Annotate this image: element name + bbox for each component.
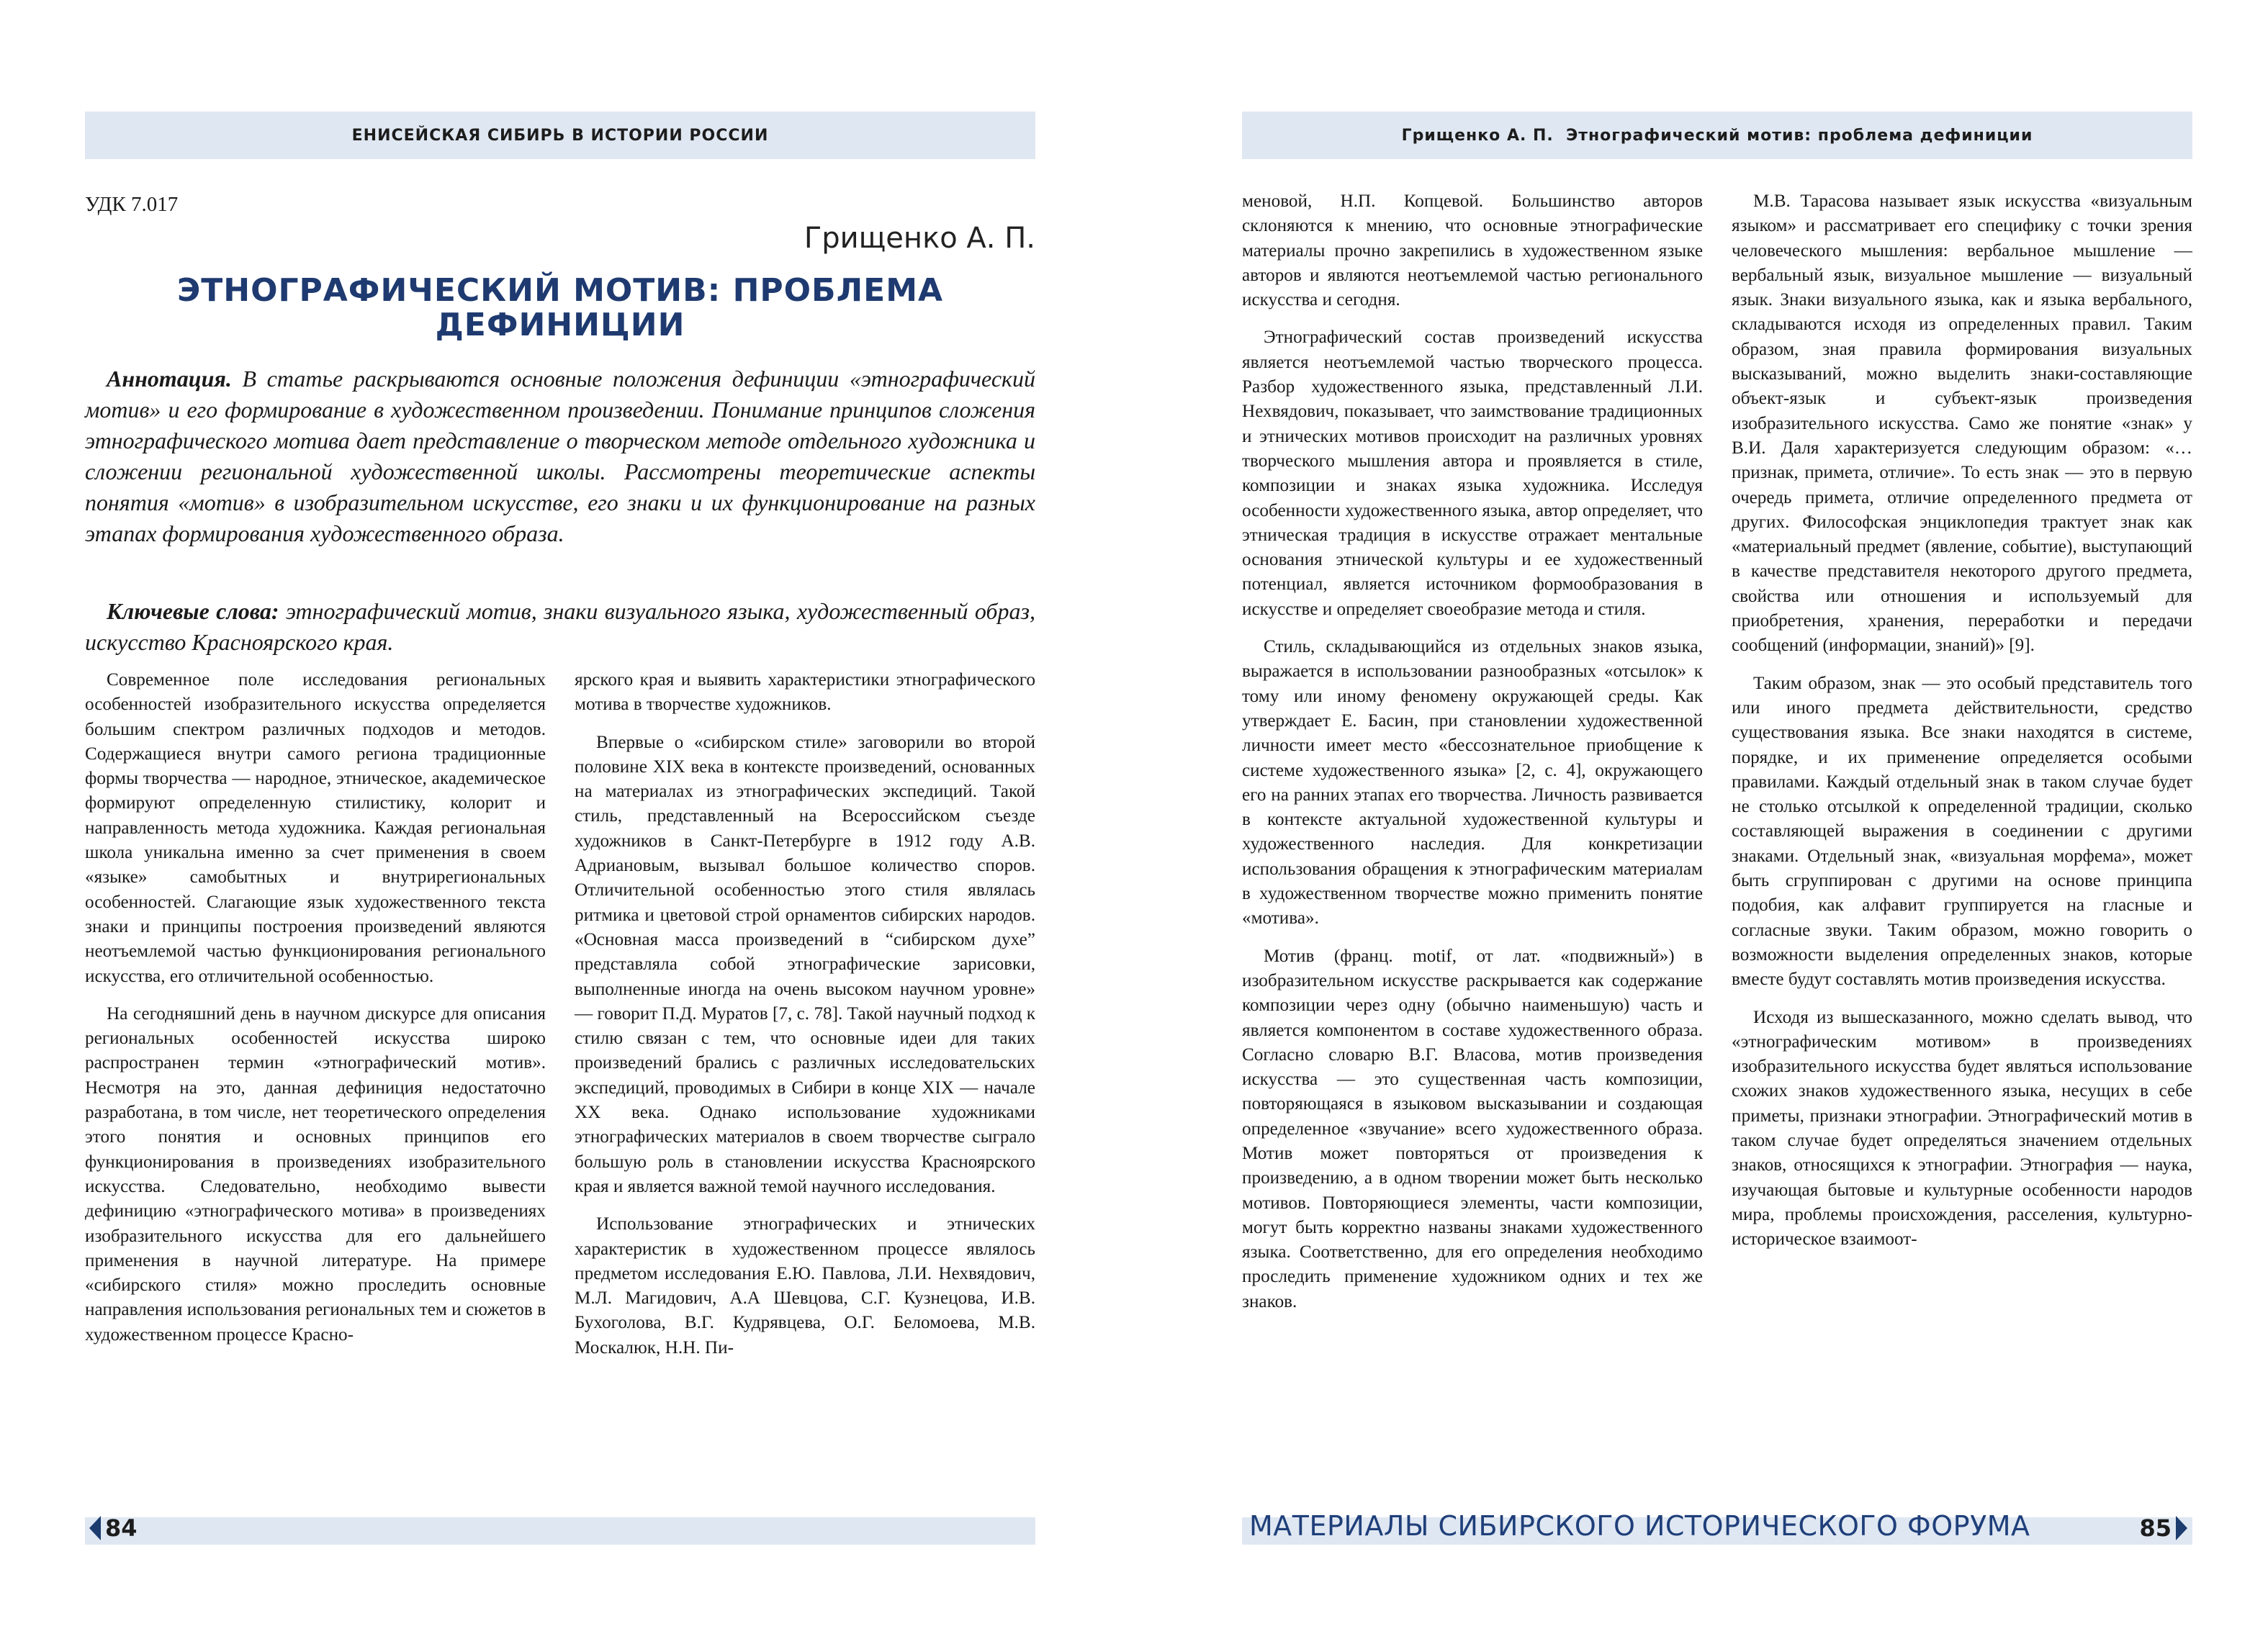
chevron-left-icon <box>89 1516 101 1540</box>
paragraph: М.В. Тарасова называет язык искусства «визуальным языком» и рассматривает его специфику с точки зрения человеческого мышления: вербальное мышление — вербальный язык, визуальное мышление — визуальный язык. Знаки визуального языка, как и языка вербального, складываются исходя из определенных правил. Таким образом, зная правила формирования визуальных высказываний, можно выделить знаки-составляющие объект-язык и субъект-язык произведения изобразительного искусства. Само же понятие «знак» у В.И. Даля характеризуется следующим образом: «…признак, примета, отличие». То есть знак — это в первую очередь примета, отличие определенного предмета от других. Философская энциклопедия трактует знак как «материальный предмет (явление, событие), выступающий в качестве представителя некоторого другого предмета, свойства или отношения и используемый для приобретения, хранения, переработки и передачи сообщений (информации, знаний)» [9]. <box>1732 191 2192 656</box>
text-column-4 <box>1732 189 2192 1499</box>
article-author: Грищенко А. П. <box>804 222 1035 255</box>
paragraph: Таким образом, знак — это особый представитель того или иного предмета действительности, средство существования языка. Все знаки находятся в системе, порядке, и их применение определяется особыми правилами. Каждый отдельный знак в таком случае будет не столько отсылкой к определенной традиции, сколько составляющей выражения в соединении с другими знаками. Отдельный знак, «визуальная морфема», может быть сгруппирован с другими на основе принципа подобия, как алфавит группируется на гласные и согласные звуки. Таким образом, можно говорить о возможности выделения определенных знаков, которые вместе будут составлять мотив произведения искусства. <box>1732 673 2192 990</box>
paragraph: Мотив (франц. motif, от лат. «подвижный») в изобразительном искусстве раскрывается как содержание композиции через одну (обычно наименьшую) часть и является компонентом в составе художественного образа. Согласно словарю В.Г. Власова, мотив произведения искусства — это существенная часть композиции, повторяющаяся в языковом высказывании и создающая определенное «звучание» всего художественного образа. Мотив может повторяться от произведения к произведению, а в одном творении может быть несколько мотивов. Повторяющиеся элементы, части композиции, могут быть корректно названы знаками художественного языка. Соответственно, для его определения необходимо проследить применение художником одних и тех же знаков. <box>1242 946 1703 1311</box>
page-number-text: 84 <box>105 1514 138 1542</box>
title-line-1: ЭТНОГРАФИЧЕСКИЙ МОТИВ: ПРОБЛЕМА <box>176 272 944 309</box>
keywords-label: Ключевые слова: <box>107 598 279 624</box>
journal-title: МАТЕРИАЛЫ СИБИРСКОГО ИСТОРИЧЕСКОГО ФОРУМА <box>1249 1510 2030 1542</box>
article-title <box>85 274 1035 343</box>
paragraph: На сегодняшний день в научном дискурсе для описания региональных особенностей искусства широко распространен термин «этнографический мотив». Несмотря на это, данная дефиниция недостаточно разработана, в том числе, нет теоретического определения этого понятия и основных принципов его функционирования в произведениях изобразительного искусства. Следовательно, необходимо вывести дефиницию «этнографического мотива» в произведениях изобразительного искусства для его дальнейшего применения в научной литературе. На примере «сибирского стиля» можно проследить основные направления использования региональных тем и сюжетов в художественном процессе Красно- <box>85 1003 546 1345</box>
page-85 <box>1134 0 2268 1644</box>
abstract-text: В статье раскрываются основные положения дефиниции «этнографический мотив» и его формирование в художественном произведении. Понимание принципов сложения этнографического мотива дает представление о творческом методе отдельного художника и сложении региональной художественной школы. Рассмотрены теоретические аспекты понятия «мотив» в изобразительном искусстве, его знаки и их функционирование на разных этапах формирования художественного образа. <box>85 366 1035 546</box>
paragraph: Впервые о «сибирском стиле» заговорили во второй половине XIX века в контексте произведений, основанных на материалах из этнографических экспедиций. Такой стиль, представленный на Всероссийском съезде художников в Санкт-Петербурге в 1912 году А.В. Адриановым, вызывал большое количество споров. Отличительной особенностью этого стиля являлась ритмика и цветовой строй орнаментов сибирских народов. «Основная масса произведений в “сибирском духе” представляла собой этнографические зарисовки, выполненные иногда на очень высоком научном уровне» — говорит П.Д. Муратов [7, с. 78]. Такой научный подход к стилю связан с тем, что основные идеи для таких произведений брались с различных исследовательских экспедиций, проводимых в Сибири в конце XIX — начале XX века. Однако использование художниками этнографических материалов в своем творчестве сыграло большую роль в становлении искусства Красноярского края и является важной темой научного исследования. <box>575 732 1035 1196</box>
page-number-left <box>89 1514 138 1542</box>
text-column-2 <box>575 668 1035 1500</box>
udk-code: УДК 7.017 <box>85 193 179 216</box>
abstract-label: Аннотация. <box>107 366 232 392</box>
keywords <box>85 596 1035 658</box>
text-column-3 <box>1242 189 1703 1499</box>
paragraph: Исходя из вышесказанного, можно сделать вывод, что «этнографическим мотивом» в произведениях изобразительного искусства будет являться использование схожих знаков художественного языка, несущих в себе приметы, признаки этнографии. Этнографический мотив в таком случае будет определяться значением отдельных знаков, относящихся к этнографии. Этнография — наука, изучающая бытовые и культурные особенности народов мира, проблемы происхождения, расселения, культурно-историческое взаимоот- <box>1732 1007 2192 1250</box>
abstract <box>85 363 1035 549</box>
keywords-text: этнографический мотив, знаки визуального языка, художественный образ, искусство Красноярского края. <box>85 598 1036 655</box>
paragraph: Стиль, складывающийся из отдельных знаков языка, выражается в использовании разнообразных «отсылок» к тому или иному феномену окружающей среды. Как утверждает Е. Басин, при становлении художественной личности имеет место «бессознательное приобщение к системе художественного языка» [2, с. 4], окружающего его на ранних этапах его творчества. Личность развивается в контексте актуальной художественной культуры и художественного наследия. Для конкретизации использования обращения к этнографическим материалам в художественном творчестве можно применить понятие «мотива». <box>1242 637 1703 929</box>
paragraph: Использование этнографических и этнических характеристик в художественном процессе являлось предметом исследования Е.Ю. Павлова, Л.И. Нехвядович, М.Л. Магидович, А.А Шевцова, С.Г. Кузнецова, И.В. Бухоголова, В.Г. Кудрявцева, О.Г. Беломоева, М.В. Москалюк, Н.Н. Пи- <box>575 1214 1035 1358</box>
chevron-right-icon <box>2176 1516 2187 1540</box>
footer-band <box>85 1517 1035 1545</box>
running-header: Грищенко А. П. Этнографический мотив: проблема дефиниции <box>1242 112 2192 159</box>
page-number-right <box>2139 1514 2187 1542</box>
paragraph: Этнографический состав произведений искусства является неотъемлемой частью творческого процесса. Разбор художественного языка, представленный Л.И. Нехвядович, показывает, что заимствование традиционных и этнических мотивов происходит на различных уровнях творческого мышления автора и проявляется в стиле, композиции и знаках языка художника. Исследуя особенности художественного языка, автор определяет, что этническая традиция в искусстве отражает ментальные основания этнической культуры и ее художественный потенциал, является источником формообразования в искусстве и определяет своеобразие метода и стиля. <box>1242 328 1703 619</box>
title-line-2: ДЕФИНИЦИИ <box>435 307 685 344</box>
paragraph: меновой, Н.П. Копцевой. Большинство авторов склоняются к мнению, что основные этнографические материалы прочно закрепились в художественном языке авторов и являются неотъемлемой частью регионального искусства и сегодня. <box>1242 191 1703 310</box>
page-number-text: 85 <box>2139 1514 2172 1542</box>
text-column-1 <box>85 668 546 1500</box>
running-header: ЕНИСЕЙСКАЯ СИБИРЬ В ИСТОРИИ РОССИИ <box>85 112 1035 159</box>
paragraph: ярского края и выявить характеристики этнографического мотива в творчестве художников. <box>575 670 1035 715</box>
paragraph: Современное поле исследования региональных особенностей изобразительного искусства определяется большим спектром различных подходов и методов. Содержащиеся внутри самого региона традиционные формы творчества — народное, этническое, академическое формируют определенную стилистику, колорит и направленность метода художника. Каждая региональная школа уникальна именно за счет применения в своем «языке» самобытных и внутрирегиональных особенностей. Слагающие язык художественного текста знаки и принципы построения произведений являются неотъемлемой частью функционирования регионального искусства, его отличительной особенностью. <box>85 670 546 986</box>
